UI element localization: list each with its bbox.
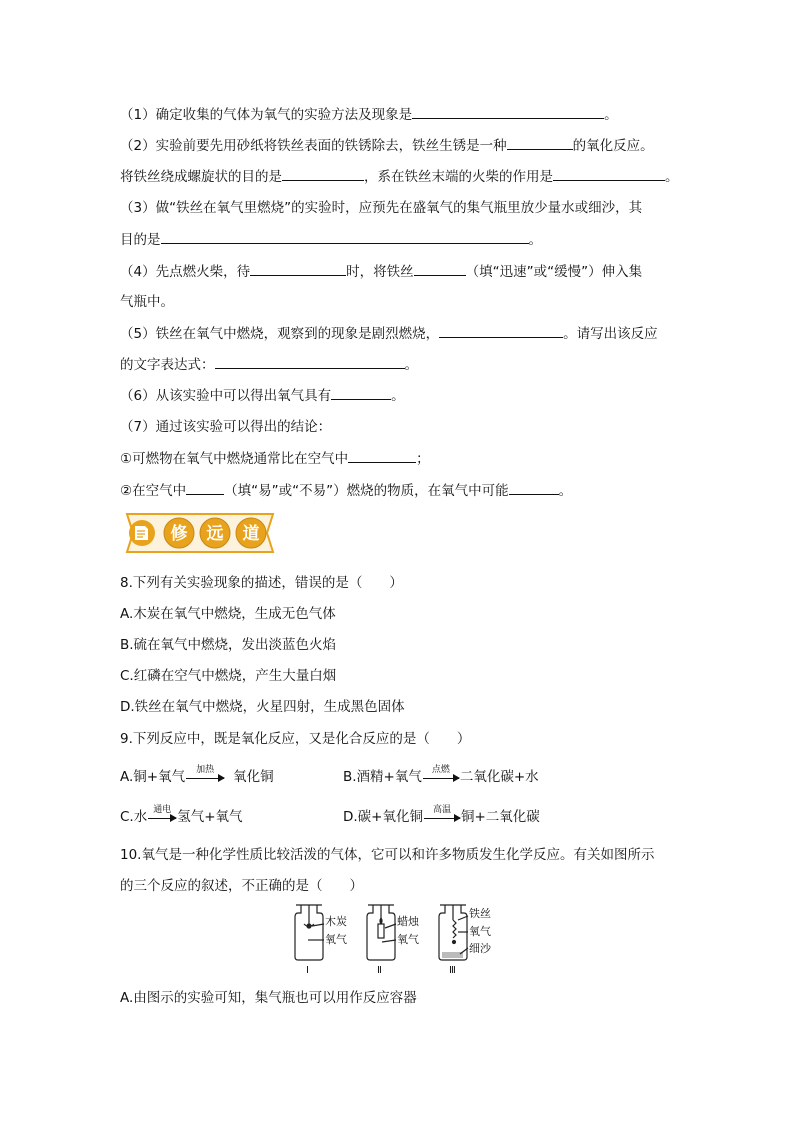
q3-text-b: 目的是	[120, 232, 161, 248]
q9-option-c[interactable]	[120, 804, 243, 827]
reaction-arrow	[423, 764, 459, 779]
q4-text-d: 气瓶中。	[120, 294, 174, 310]
q7-line-1	[120, 417, 331, 437]
q3-blank[interactable]	[161, 229, 529, 244]
banner-char-1: 修	[170, 524, 188, 544]
q10-stem-line-2: 的三个反应的叙述，不正确的是（ ）	[120, 878, 363, 894]
q5-line-2	[120, 354, 418, 375]
jar-3-numeral: Ⅲ	[449, 965, 456, 976]
q7-text-c: ；	[416, 451, 430, 467]
jar-3-icon	[439, 905, 468, 960]
reaction-arrow	[424, 804, 460, 819]
banner-char-3: 道	[242, 524, 260, 544]
jar-1-icon	[295, 905, 324, 960]
q9-d-condition: 高温	[432, 804, 451, 815]
q9-c-reactants: C.水	[120, 809, 148, 825]
q2-blank-3[interactable]	[553, 166, 665, 181]
q5-text-d: 。	[404, 357, 418, 373]
q9-option-b[interactable]	[343, 764, 539, 787]
jar-1-label-2: 氧气	[325, 933, 347, 946]
q2-line-1	[120, 135, 654, 156]
q5-text-c: 的文字表达式：	[120, 357, 215, 373]
q4-blank-2[interactable]	[414, 261, 466, 276]
q9-d-reactants: D.碳+氧化铜	[343, 809, 423, 825]
q9-a-condition: 加热	[196, 764, 215, 775]
q2-text-a: （2）实验前要先用砂纸将铁丝表面的铁锈除去，铁丝生锈是一种	[120, 138, 507, 154]
q9-c-products: 氢气+氧气	[177, 809, 243, 825]
banner-char-2: 远	[206, 524, 224, 544]
q2-blank-2[interactable]	[282, 166, 364, 181]
q4-text-b: 时，将铁丝	[346, 264, 414, 280]
jar-3-label-2: 氧气	[469, 925, 491, 938]
q6-line	[120, 385, 405, 406]
q8-option-c[interactable]: C.红磷在空气中燃烧，产生大量白烟	[120, 668, 337, 684]
q6-text-a: （6）从该实验中可以得出氧气具有	[120, 388, 332, 404]
reaction-arrow	[148, 804, 176, 819]
q3-line-1	[120, 198, 642, 218]
q8-option-a[interactable]: A.木炭在氧气中燃烧，生成无色气体	[120, 606, 336, 622]
q7-text-e: （填“易”或“不易”）燃烧的物质，在氧气中可能	[224, 483, 509, 499]
q1-text: （1）确定收集的气体为氧气的实验方法及现象是	[120, 107, 413, 123]
jar-1-label-1: 木炭	[325, 915, 347, 928]
jar-3-label-3: 细沙	[469, 942, 491, 955]
jar-1-numeral: Ⅰ	[306, 965, 309, 976]
q9-b-products: 二氧化碳+水	[459, 769, 539, 785]
q7-text-d: ②在空气中	[120, 483, 187, 499]
q5-text-a: （5）铁丝在氧气中燃烧，观察到的现象是剧烈燃烧，	[120, 326, 440, 342]
q7-text-f: 。	[558, 483, 573, 499]
q9-b-reactants: B.酒精+氧气	[343, 769, 422, 785]
q4-text-c: （填“迅速”或“缓慢”）伸入集	[465, 264, 643, 280]
q8-option-b[interactable]: B.硫在氧气中燃烧，发出淡蓝色火焰	[120, 637, 337, 653]
q8-option-d[interactable]: D.铁丝在氧气中燃烧，火星四射，生成黑色固体	[120, 699, 405, 715]
q9-d-products: 铜+二氧化碳	[461, 809, 540, 825]
jar-2-numeral: Ⅱ	[377, 965, 382, 976]
q2-line-2	[120, 166, 679, 187]
q8-stem: 8.下列有关实验现象的描述，错误的是（ ）	[120, 575, 403, 591]
book-icon	[129, 520, 155, 546]
q7-blank-3[interactable]	[509, 480, 559, 495]
q9-c-condition: 通电	[153, 804, 172, 815]
q1-end: 。	[604, 107, 618, 123]
q4-blank-1[interactable]	[250, 261, 346, 276]
q9-option-d[interactable]	[343, 804, 540, 827]
q2-blank-1[interactable]	[507, 135, 573, 150]
q9-option-a[interactable]	[120, 764, 274, 787]
q9-a-reactants: A.铜+氧气	[120, 769, 186, 785]
q10-stem-line-1: 10.氧气是一种化学性质比较活泼的气体，它可以和许多物质发生化学反应。有关如图所示	[120, 847, 655, 863]
q5-blank-1[interactable]	[439, 323, 563, 338]
q9-stem: 9.下列反应中，既是氧化反应，又是化合反应的是（ ）	[120, 731, 471, 747]
q5-blank-2[interactable]	[215, 354, 405, 369]
q4-line-2	[120, 292, 174, 312]
q6-blank[interactable]	[331, 385, 391, 400]
q2-text-e: 。	[665, 169, 679, 185]
q7-line-2	[120, 448, 430, 469]
q10-option-a[interactable]: A.由图示的实验可知，集气瓶也可以用作反应容器	[120, 990, 417, 1006]
q7-blank-1[interactable]	[348, 448, 416, 463]
q5-text-b: 。请写出该反应	[563, 326, 658, 342]
section-banner	[121, 510, 279, 556]
q1-blank[interactable]	[412, 104, 604, 119]
q7-line-3	[120, 480, 572, 501]
jar-3-label-1: 铁丝	[469, 907, 491, 920]
q3-line-2	[120, 229, 542, 250]
q7-text-b: ①可燃物在氧气中燃烧通常比在空气中	[120, 451, 349, 467]
q5-line-1	[120, 323, 658, 344]
q7-blank-2[interactable]	[186, 480, 224, 495]
q2-text-c: 将铁丝绕成螺旋状的目的是	[120, 169, 282, 185]
reaction-arrow	[186, 764, 224, 779]
q2-text-b: 的氧化反应。	[572, 138, 654, 154]
q4-line-1	[120, 261, 642, 282]
q9-a-products: 氧化铜	[233, 769, 274, 785]
jar-2-label-1: 蜡烛	[397, 915, 419, 928]
jar-2-label-2: 氧气	[397, 933, 419, 946]
q7-text-a: （7）通过该实验可以得出的结论：	[120, 419, 332, 435]
q6-text-b: 。	[391, 388, 405, 404]
q9-b-condition: 点燃	[431, 764, 450, 775]
q3-text-c: 。	[528, 232, 542, 248]
q4-text-a: （4）先点燃火柴，待	[120, 264, 251, 280]
q1-line	[120, 104, 618, 125]
gas-jar-figure	[288, 902, 518, 976]
q3-text-a: （3）做“铁丝在氧气里燃烧”的实验时，应预先在盛氧气的集气瓶里放少量水或细沙，其	[120, 200, 643, 216]
q2-text-d: ，系在铁丝末端的火柴的作用是	[364, 169, 553, 185]
jar-2-icon	[367, 905, 396, 960]
